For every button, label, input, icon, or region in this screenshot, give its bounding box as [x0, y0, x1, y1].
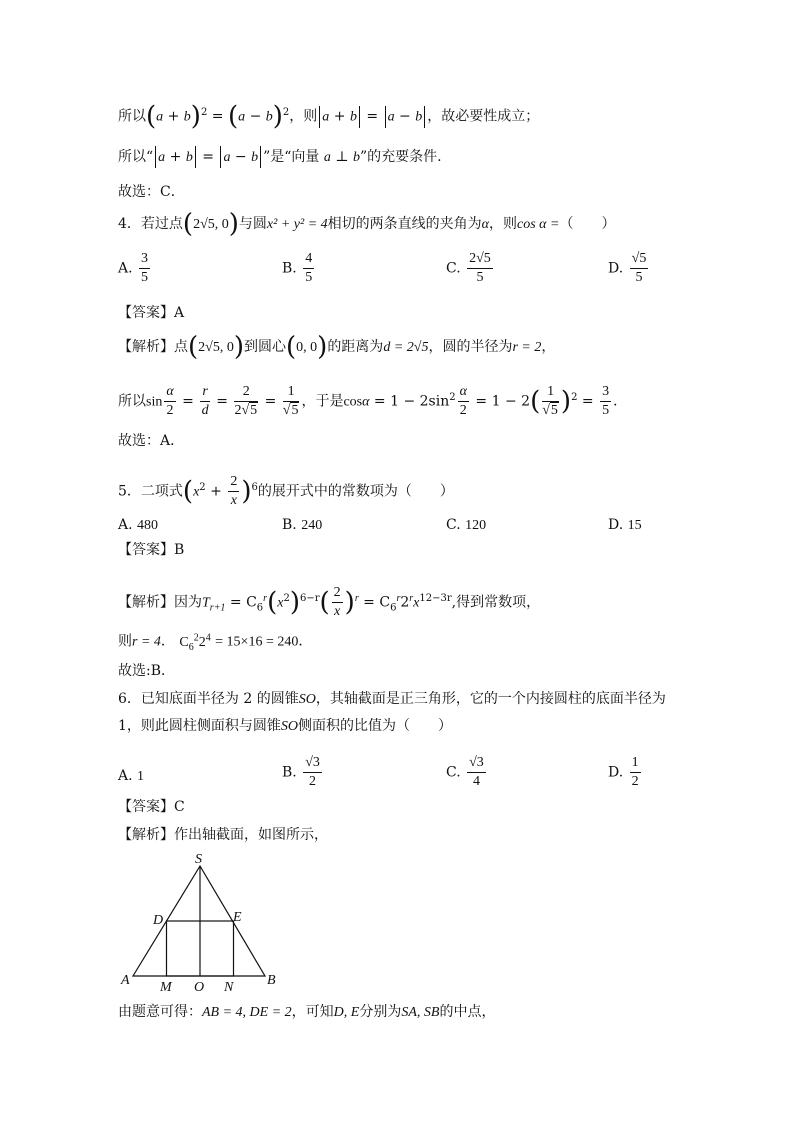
text: ，其轴截面是正三角形，它的一个内接圆柱的底面半径为	[315, 691, 666, 707]
option-label: D.	[608, 517, 628, 533]
text: ，故必要性成立；	[427, 108, 540, 125]
option-value: 480	[137, 518, 159, 533]
math: = 15×16 = 240	[215, 634, 299, 650]
text: 【解析】点	[118, 339, 188, 355]
q4-option-c	[446, 250, 495, 287]
solution-q4: 所以sin $\frac{\alpha}{2}$ = $\frac{r}{d}$ = $\frac{2}{2√5}$ = $\frac{1}{√5}$ ，于是$\cos\alpha = 1 - 2\sin^2$ $\frac{\alpha}{2}$ = 1 − 2( $\frac{1}{√5}$ )$^2$ = $\frac{3}{5}$ ．	[118, 384, 628, 418]
text: ．	[613, 393, 628, 410]
text: ，圆的半径为	[428, 339, 513, 355]
denominator: 2	[309, 774, 317, 789]
option-label: A.	[118, 260, 138, 277]
q6-option-b	[282, 754, 324, 791]
option-fraction	[303, 250, 314, 287]
q6-option-a	[118, 766, 144, 787]
numerator: 1	[630, 754, 641, 773]
text: 所以	[118, 108, 146, 125]
q5-option-d	[608, 515, 642, 536]
denominator: 5	[141, 270, 149, 285]
option-value: 240	[301, 518, 323, 533]
option-label: A.	[118, 517, 138, 533]
denominator: 5	[476, 270, 484, 285]
math: SO	[280, 719, 299, 734]
math: r = 2	[512, 340, 542, 355]
numerator: √5	[630, 250, 649, 269]
explanation-q5: 【解析】因为$T_{r+1} = C_6^r(x^2)^{6-r}$( $\frac{2}{x}$ )$^r = C_6^r2^rx^{12-3r}$,得到常数项，	[118, 585, 541, 619]
math: cos α =	[517, 217, 560, 232]
math: 0, 0	[296, 340, 318, 355]
cone-cross-section-diagram	[115, 848, 285, 996]
text: ，可知	[291, 1004, 334, 1020]
text: 的展开式中的常数项为（ ）	[257, 483, 454, 500]
text: 6．已知底面半径为 2 的圆锥	[118, 691, 299, 707]
option-label: C.	[446, 517, 466, 533]
numerator: √3	[303, 754, 322, 773]
question-6-line1	[118, 689, 666, 710]
line-vector-equation: 所以$(a + b)^2 = (a - b)^2$，则 a + b = a − b ，故必要性成立；	[118, 101, 540, 132]
label-a: A	[121, 973, 130, 988]
text: ．	[298, 633, 313, 650]
text: 所以“	[118, 149, 154, 165]
question-6-line2	[118, 716, 452, 737]
answer-q5: 【答案】B	[118, 542, 185, 558]
option-label: C.	[446, 260, 466, 277]
option-label: B.	[282, 764, 302, 781]
option-fraction	[303, 754, 322, 791]
text: ．	[160, 633, 175, 650]
text: 到圆心	[244, 339, 286, 355]
text: 由题意可得：	[118, 1004, 202, 1020]
text: ，	[541, 339, 556, 355]
option-fraction	[630, 250, 649, 287]
q5-option-a	[118, 515, 158, 536]
math: α	[481, 217, 489, 232]
math: x² + y² = 4	[266, 217, 328, 232]
text: 5．二项式	[118, 483, 183, 500]
option-label: D.	[608, 764, 628, 781]
question-5: 5．二项式($x^2$ + $\frac{2}{x}$ )$^6$的展开式中的常数项为（ ）	[118, 474, 454, 508]
text: 侧面积的比值为（ ）	[298, 718, 453, 734]
option-label: A.	[118, 768, 138, 784]
choose-c: 故选：C．	[118, 184, 185, 200]
text: 所以	[118, 393, 146, 410]
question-4: 4．若过点(2√5, 0)与圆x² + y² = 4相切的两条直线的夹角为α，则cos α =（ ）	[118, 209, 616, 239]
math: r = 4	[132, 634, 161, 650]
math: 2√5, 0	[193, 217, 229, 232]
text: ,得到常数项，	[451, 594, 541, 611]
text: ，于是	[301, 393, 344, 410]
q6-option-c	[446, 754, 488, 791]
label-n: N	[224, 980, 234, 995]
text: 与圆	[238, 216, 267, 232]
option-label: C.	[446, 764, 466, 781]
q4-option-a	[118, 250, 152, 287]
answer-q4: 【答案】A	[118, 305, 185, 321]
option-value: 15	[627, 518, 642, 533]
numerator: 2√5	[467, 250, 493, 269]
q4-option-d	[608, 250, 650, 287]
q5-option-b	[282, 515, 322, 536]
numerator: 3	[139, 250, 150, 269]
answer-q6: 【答案】C	[118, 799, 185, 815]
label-b: B	[267, 973, 276, 988]
option-fraction	[467, 250, 493, 287]
option-label: B.	[282, 517, 302, 533]
math: SA, SB	[401, 1005, 440, 1020]
denominator: 4	[472, 774, 480, 789]
option-label: B.	[282, 260, 302, 277]
math: SO	[298, 692, 316, 707]
text: 的中点，	[439, 1004, 496, 1020]
final-line	[118, 1002, 495, 1023]
choose-a: 故选：A．	[118, 433, 185, 449]
label-d: D	[153, 913, 164, 928]
label-o: O	[194, 980, 205, 995]
text: 4．若过点	[118, 216, 183, 232]
q6-option-d	[608, 754, 643, 791]
text: ，则	[289, 108, 318, 125]
denominator: 2	[631, 774, 639, 789]
denominator: 5	[635, 270, 643, 285]
q4-option-b	[282, 250, 316, 287]
option-value: 120	[465, 518, 487, 533]
text: 的距离为	[327, 339, 384, 355]
line-conclusion: 所以“ a + b = a − b ”是“向量 a ⊥ b”的充要条件.	[118, 146, 442, 168]
label-e: E	[233, 910, 242, 925]
option-fraction	[139, 250, 150, 287]
option-label: D.	[608, 260, 628, 277]
text: 分别为	[359, 1004, 402, 1020]
text: ，则	[489, 216, 517, 232]
math: 2√5, 0	[198, 340, 234, 355]
text: ”的充要条件.	[359, 149, 442, 165]
text: 1，则此圆柱侧面积与圆锥	[118, 718, 281, 734]
numerator: 4	[303, 250, 314, 269]
numerator: √3	[467, 754, 486, 773]
label-m: M	[160, 980, 172, 995]
explanation-q4: 【解析】点(2√5, 0)到圆心(0, 0)的距离为d = 2√5，圆的半径为r = 2，	[118, 332, 556, 362]
math: D, E	[333, 1005, 360, 1020]
choose-b: 故选:B．	[118, 663, 176, 679]
option-value: 1	[137, 769, 145, 784]
option-fraction	[467, 754, 486, 791]
q5-then: 则r = 4． $C_6^22^4 = 15\times 16 = 240$．	[118, 632, 313, 653]
text: （ ）	[559, 216, 616, 232]
text: ”是“向量	[263, 149, 320, 165]
option-fraction	[630, 754, 641, 791]
math: AB = 4, DE = 2	[202, 1005, 292, 1020]
text: 相切的两条直线的夹角为	[327, 216, 482, 232]
math: d = 2√5	[383, 340, 429, 355]
explanation-q6: 【解析】作出轴截面，如图所示，	[118, 827, 328, 843]
denominator: 5	[305, 270, 313, 285]
label-s: S	[195, 852, 202, 867]
q5-option-c	[446, 515, 486, 536]
text: 则	[118, 633, 132, 650]
text: 【解析】因为	[118, 594, 202, 611]
